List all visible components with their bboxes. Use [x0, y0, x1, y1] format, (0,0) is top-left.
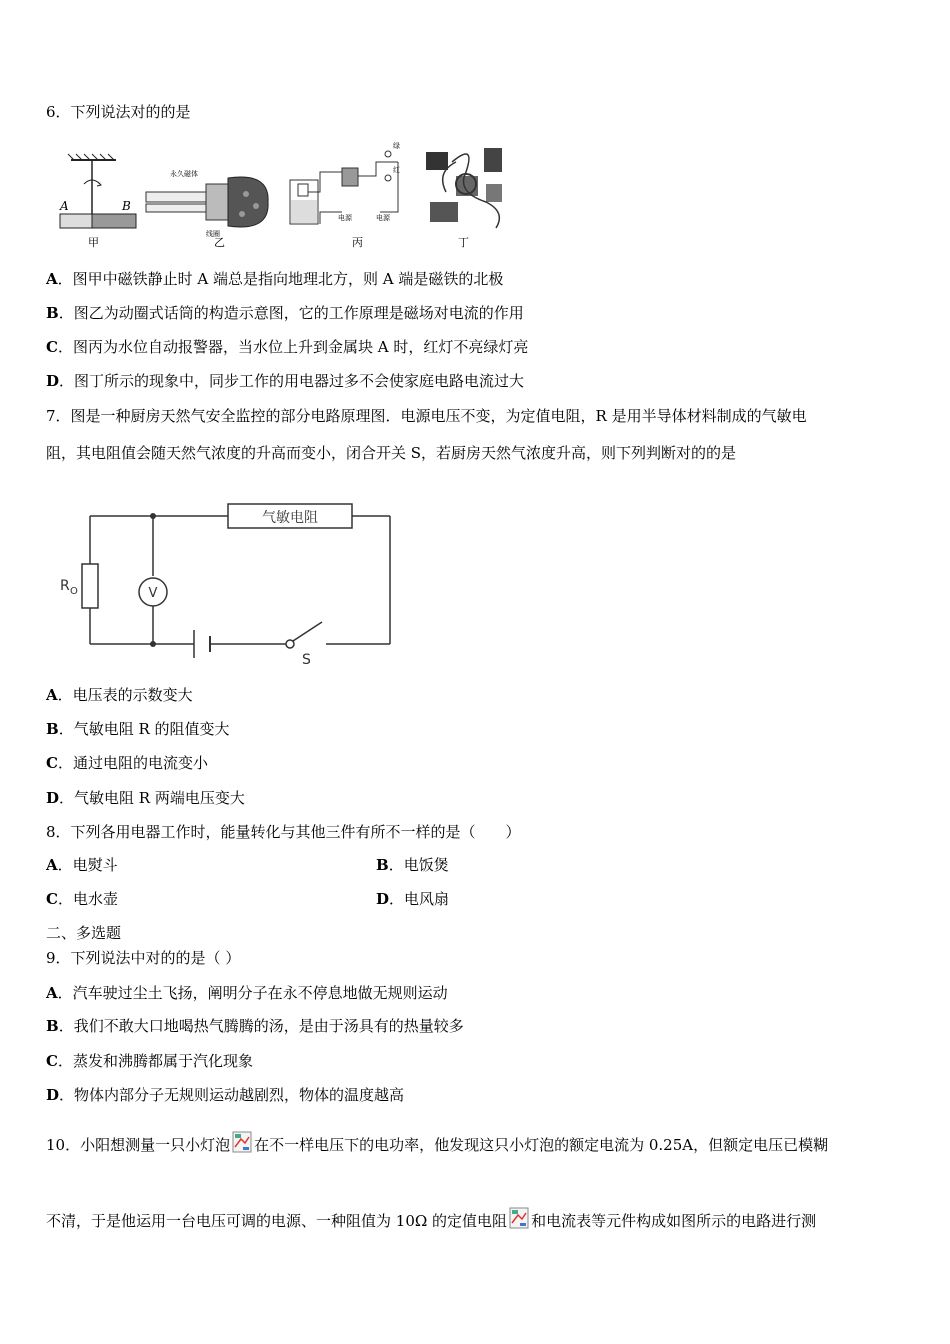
figure-ding — [426, 148, 502, 249]
q6-figure — [46, 132, 516, 254]
q9-option-c: C．蒸发和沸腾都属于汽化现象 — [46, 1052, 253, 1070]
q10-line1: 10．小阳想测量一只小灯泡 在不一样电压下的电功率，他发现这只小灯泡的额定电流为 0.25A，但额定电压已模糊 — [46, 1131, 828, 1155]
figure-label-ding: 丁 — [458, 236, 469, 249]
q8-option-c: C．电水壶 — [46, 890, 118, 908]
section-title: 二、多选题 — [46, 924, 122, 942]
q8-stem: 8．下列各用电器工作时，能量转化与其他三件有所不一样的是（ ） — [46, 823, 521, 841]
figure-label-yi: 乙 — [214, 236, 225, 249]
q8-option-b: B．电饭煲 — [376, 856, 449, 874]
figure-jia — [59, 154, 136, 249]
broken-image-icon — [509, 1207, 529, 1229]
q9-stem: 9．下列说法中对的的是（ ） — [46, 949, 241, 967]
label-green: 绿 — [393, 142, 400, 150]
label-power1: 电源 — [338, 214, 352, 222]
q7-option-a: A．电压表的示数变大 — [46, 686, 193, 704]
label-magnet: 永久磁体 — [170, 170, 198, 178]
label-red: 红 — [393, 166, 400, 174]
q7-circuit-diagram — [56, 500, 402, 668]
sensor-label: 气敏电阻 — [262, 510, 318, 526]
figure-label-bing: 丙 — [352, 236, 363, 249]
label-power2: 电源 — [376, 214, 390, 222]
label-b: B — [122, 199, 131, 213]
label-coil: 线圈 — [206, 230, 220, 238]
r0-label: R — [60, 578, 70, 594]
figure-label-jia: 甲 — [88, 236, 99, 249]
q7-stem-line2: 阻，其电阻值会随天然气浓度的升高而变小，闭合开关 S，若厨房天然气浓度升高，则下列判断对的的是 — [46, 444, 737, 462]
r0-subscript: O — [70, 586, 78, 597]
figure-yi — [146, 169, 268, 249]
q8-option-a: A．电熨斗 — [46, 856, 118, 874]
q6-option-a: A．图甲中磁铁静止时 A 端总是指向地理北方，则 A 端是磁铁的北极 — [46, 270, 504, 288]
q7-stem-line1: 7．图是一种厨房天然气安全监控的部分电路原理图．电源电压不变，为定值电阻，R 是用半导体材料制成的气敏电 — [46, 407, 807, 425]
q10-line2: 不清，于是他运用一台电压可调的电源、一种阻值为 10Ω 的定值电阻 和电流表等元件构成如图所示的电路进行测 — [46, 1207, 816, 1231]
figure-bing — [290, 141, 400, 249]
label-a: A — [60, 199, 69, 213]
q6-stem: 6．下列说法对的的是 — [46, 103, 191, 121]
q9-option-a: A．汽车驶过尘土飞扬，阐明分子在永不停息地做无规则运动 — [46, 984, 448, 1002]
voltmeter-label: V — [148, 586, 158, 601]
q9-option-d: D．物体内部分子无规则运动越剧烈，物体的温度越高 — [46, 1086, 405, 1104]
broken-image-icon — [232, 1131, 252, 1153]
q8-option-d: D．电风扇 — [376, 890, 450, 908]
q6-option-c: C．图丙为水位自动报警器，当水位上升到金属块 A 时，红灯不亮绿灯亮 — [46, 338, 529, 356]
q9-option-b: B．我们不敢大口地喝热气腾腾的汤，是由于汤具有的热量较多 — [46, 1017, 464, 1035]
q7-option-c: C．通过电阻的电流变小 — [46, 754, 208, 772]
q6-option-b: B．图乙为动圈式话筒的构造示意图，它的工作原理是磁场对电流的作用 — [46, 304, 524, 322]
q7-option-d: D．气敏电阻 R 两端电压变大 — [46, 789, 245, 807]
switch-label: S — [302, 652, 311, 668]
q7-option-b: B．气敏电阻 R 的阻值变大 — [46, 720, 230, 738]
q6-option-d: D．图丁所示的现象中，同步工作的用电器过多不会使家庭电路电流过大 — [46, 372, 525, 390]
